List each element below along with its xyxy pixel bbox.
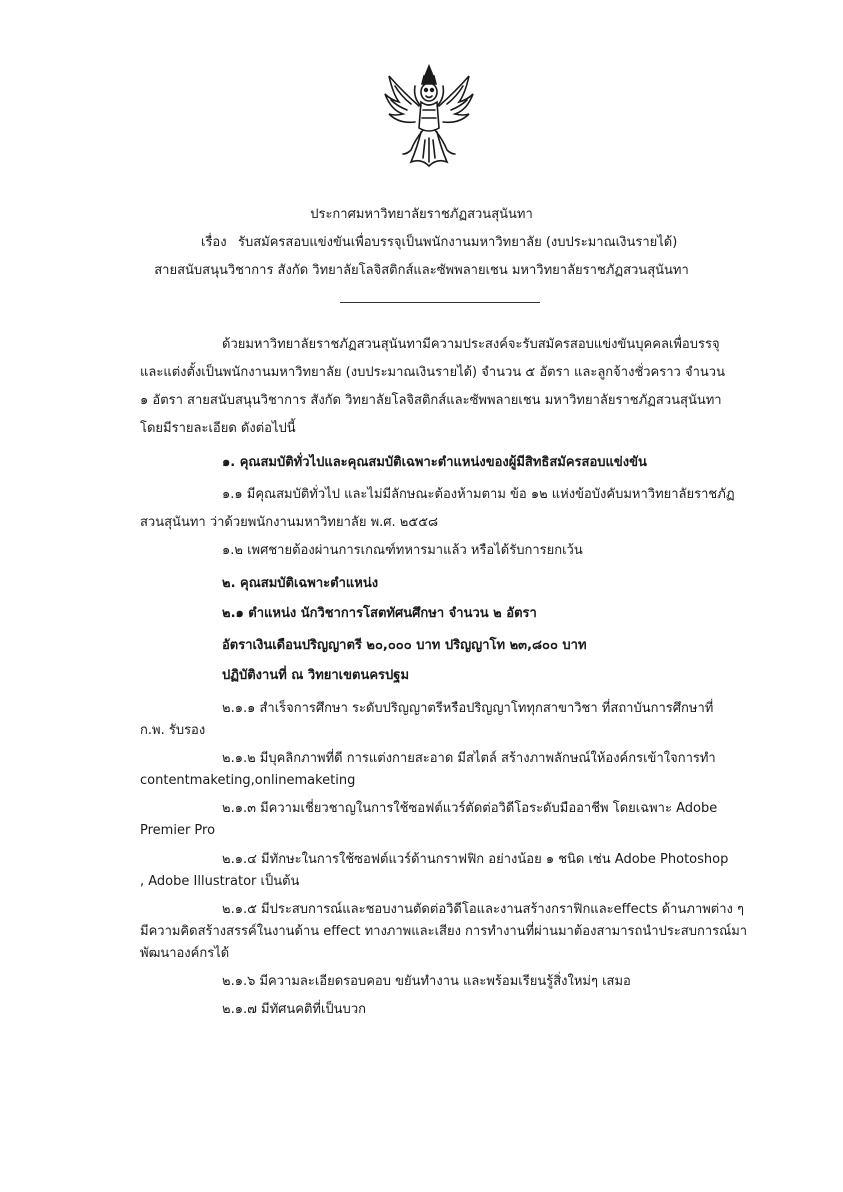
subject-label: เรื่อง xyxy=(201,235,227,250)
intro-line: ด้วยมหาวิทยาลัยราชภัฏสวนสุนันทามีความประสงค์จะรับสมัครสอบแข่งขันบุคคลเพื่อบรรจุ xyxy=(222,337,720,352)
item-2-1-5-line: ๒.๑.๕ มีประสบการณ์และชอบงานตัดต่อวิดีโอและงานสร้างกราฟิกและeffects ด้านภาพต่าง ๆ xyxy=(222,902,745,917)
intro-line: โดยมีรายละเอียด ดังต่อไปนี้ xyxy=(140,421,296,436)
section-1-heading: ๑. คุณสมบัติทั่วไปและคุณสมบัติเฉพาะตำแหน่งของผู้มีสิทธิสมัครสอบแข่งขัน xyxy=(222,455,647,470)
item-2-1-3-line: Premier Pro xyxy=(140,823,216,838)
item-2-1-2-line: ๒.๑.๒ มีบุคลิกภาพที่ดี การแต่งกายสะอาด มีสไตล์ สร้างภาพลักษณ์ให้องค์กรเข้าใจการทำ xyxy=(222,751,716,766)
item-1-2: ๑.๒ เพศชายต้องผ่านการเกณฑ์ทหารมาแล้ว หรือได้รับการยกเว้น xyxy=(222,543,583,558)
item-2-1-5-line: มีความคิดสร้างสรรค์ในงานด้าน effect ทางภาพและเสียง การทำงานที่ผ่านมาต้องสามารถนำประสบการณ์มา xyxy=(140,924,748,939)
intro-line: ๑ อัตรา สายสนับสนุนวิชาการ สังกัด วิทยาลัยโลจิสติกส์และซัพพลายเชน มหาวิทยาลัยราชภัฏสวนสุนันทา xyxy=(140,393,722,408)
section-2-heading: ๒. คุณสมบัติเฉพาะตำแหน่ง xyxy=(222,576,379,591)
garuda-emblem-icon xyxy=(381,62,477,172)
intro-line: และแต่งตั้งเป็นพนักงานมหาวิทยาลัย (งบประมาณเงินรายได้) จำนวน ๕ อัตรา และลูกจ้างชั่วคราว จำนวน xyxy=(140,365,725,380)
item-2-1-3-line: ๒.๑.๓ มีความเชี่ยวชาญในการใช้ซอฟต์แวร์ตัดต่อวิดีโอระดับมืออาชีพ โดยเฉพาะ Adobe xyxy=(222,801,718,816)
position-heading: ๒.๑ ตำแหน่ง นักวิชาการโสตทัศนศึกษา จำนวน ๒ อัตรา xyxy=(222,606,537,621)
item-1-1-line: ๑.๑ มีคุณสมบัติทั่วไป และไม่มีลักษณะต้องห้ามตาม ข้อ ๑๒ แห่งข้อบังคับมหาวิทยาลัยราชภัฏ xyxy=(222,487,735,502)
item-1-1-line: สวนสุนันทา ว่าด้วยพนักงานมหาวิทยาลัย พ.ศ. ๒๕๕๘ xyxy=(140,515,439,530)
item-2-1-1-line: ก.พ. รับรอง xyxy=(140,723,206,738)
item-2-1-7: ๒.๑.๗ มีทัศนคติที่เป็นบวก xyxy=(222,1002,366,1017)
unit-text: สายสนับสนุนวิชาการ สังกัด วิทยาลัยโลจิสติกส์และซัพพลายเชน มหาวิทยาลัยราชภัฏสวนสุนันทา xyxy=(154,263,689,278)
item-2-1-2-line: contentmaketing,onlinemaketing xyxy=(140,773,356,788)
subject-text: รับสมัครสอบแข่งขันเพื่อบรรจุเป็นพนักงานมหาวิทยาลัย (งบประมาณเงินรายได้) xyxy=(238,235,678,250)
header-divider xyxy=(340,302,540,303)
announcement-title: ประกาศมหาวิทยาลัยราชภัฏสวนสุนันทา xyxy=(310,207,533,222)
item-2-1-4-line: , Adobe Illustrator เป็นต้น xyxy=(140,874,300,889)
item-2-1-5-line: พัฒนาองค์กรได้ xyxy=(140,946,230,961)
location-text: ปฏิบัติงานที่ ณ วิทยาเขตนครปฐม xyxy=(222,668,410,683)
item-2-1-6: ๒.๑.๖ มีความละเอียดรอบคอบ ขยันทำงาน และพร้อมเรียนรู้สิ่งใหม่ๆ เสมอ xyxy=(222,974,631,989)
item-2-1-4-line: ๒.๑.๔ มีทักษะในการใช้ซอฟต์แวร์ด้านกราฟฟิก อย่างน้อย ๑ ชนิด เช่น Adobe Photoshop xyxy=(222,852,729,867)
item-2-1-1-line: ๒.๑.๑ สำเร็จการศึกษา ระดับปริญญาตรีหรือปริญญาโททุกสาขาวิชา ที่สถาบันการศึกษาที่ xyxy=(222,701,714,716)
salary-text: อัตราเงินเดือนปริญญาตรี ๒๐,๐๐๐ บาท ปริญญาโท ๒๓,๘๐๐ บาท xyxy=(222,638,587,653)
